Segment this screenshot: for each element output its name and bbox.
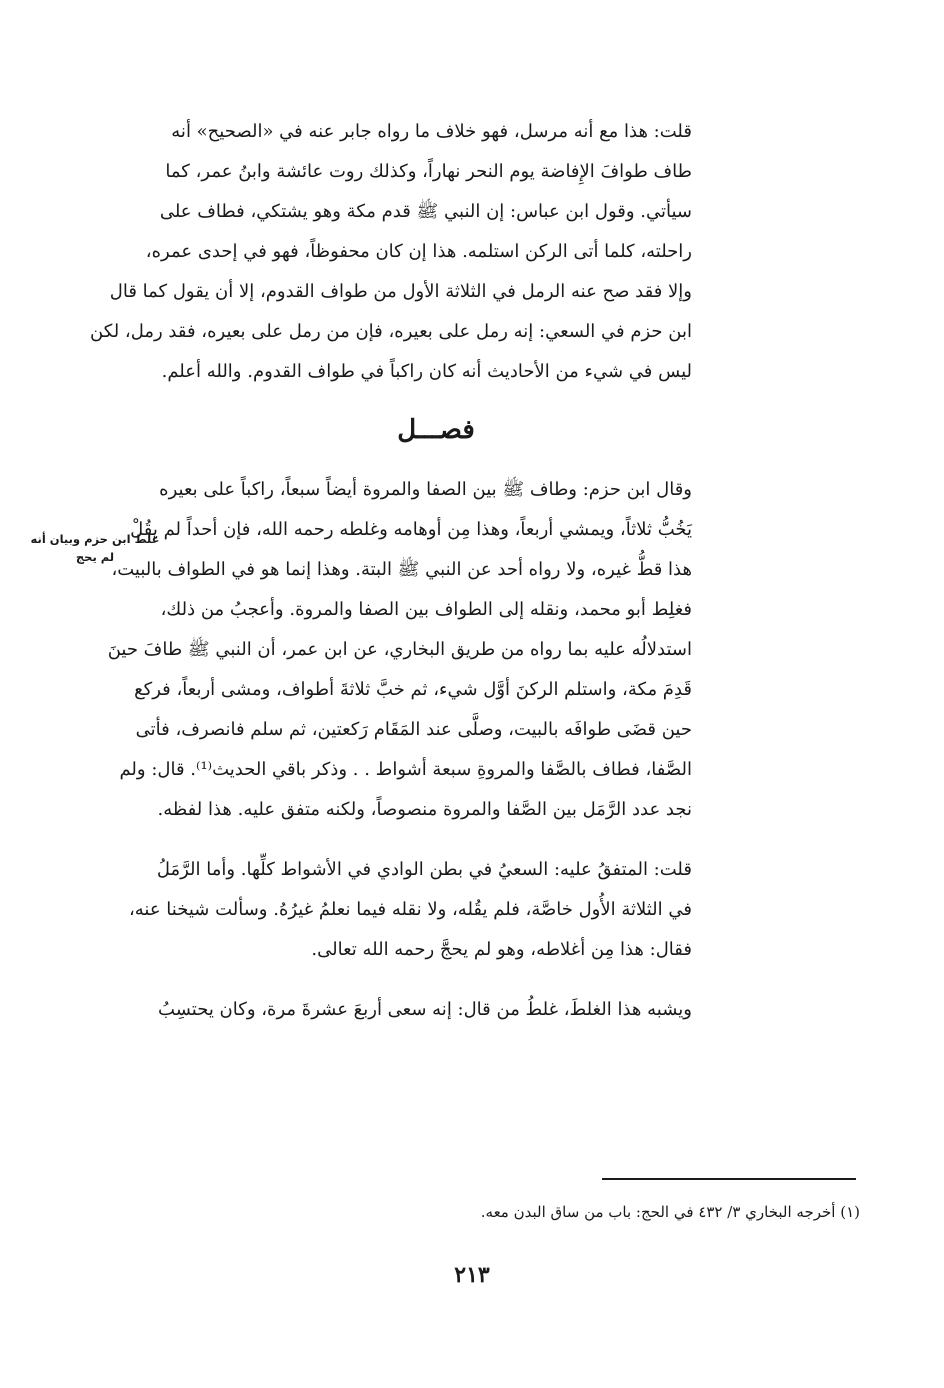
footnote: (١) أخرجه البخاري ٣/ ٤٣٢ في الحج: باب من ساق البدن معه. <box>480 1203 860 1221</box>
margin-note-line: غلط ابن حزم وبيان أنه <box>30 532 160 546</box>
text-line: في الثلاثة الأُول خاصَّة، فلم يقُله، ولا نقله فيما نعلمُ غيرُهُ. وسألت شيخنا عنه، <box>128 899 692 920</box>
text-line: راحلته، كلما أتى الركن استلمه. هذا إن كان محفوظاً، فهو في إحدى عمره، <box>145 241 692 262</box>
text-line: ويشبه هذا الغلطَ، غلطُ من قال: إنه سعى أربعَ عشرةَ مرة، وكان يحتسِبُ <box>158 999 692 1020</box>
paragraph-similar-error <box>158 990 692 1030</box>
paragraph-intro <box>90 112 692 392</box>
text-line: فقال: هذا مِن أغلاطه، وهو لم يحجَّ رحمه الله تعالى. <box>311 939 692 960</box>
text-line: وقال ابن حزم: وطاف ﷺ بين الصفا والمروة أيضاً سبعاً، راكباً على بعيره <box>159 479 692 500</box>
text-line: الصَّفا، فطاف بالصَّفا والمروةِ سبعة أشواط . . وذكر باقي الحديث⁽¹⁾. قال: ولم <box>119 759 692 780</box>
text-line: استدلالُه عليه بما رواه من طريق البخاري، عن ابن عمر، أن النبي ﷺ طافَ حينَ <box>107 639 692 660</box>
text-line: يَخُبُّ ثلاثاً، ويمشي أربعاً، وهذا مِن أوهامه وغلطه رحمه الله، فإن أحداً لم يقُلْ <box>130 519 692 540</box>
paragraph-agreed <box>128 850 692 970</box>
text-line: قَدِمَ مكة، واستلم الركنَ أوَّل شيء، ثم خبَّ ثلاثةَ أطواف، ومشى أربعاً، فركع <box>134 679 692 700</box>
section-heading: فصـــل <box>397 415 475 445</box>
page-number: ٢١٣ <box>454 1262 490 1288</box>
text-line: قلت: المتفقُ عليه: السعيُ في بطن الوادي في الأشواط كلِّها. وأما الرَّمَلُ <box>156 859 692 880</box>
text-line: طاف طوافَ الإِفاضة يوم النحر نهاراً، وكذلك روت عائشة وابنُ عمر، كما <box>165 161 692 182</box>
text-line: حين قضَى طوافَه بالبيت، وصلَّى عند المَقَام رَكعتين، ثم سلم فانصرف، فأتى <box>135 719 692 740</box>
text-line: ابن حزم في السعي: إنه رمل على بعيره، فإن من رمل على بعيره، فقد رمل، لكن <box>90 321 692 342</box>
text-line: فغلِط أبو محمد، ونقله إلى الطواف بين الصفا والمروة. وأعجبُ من ذلك، <box>160 599 692 620</box>
text-line: سيأتي. وقول ابن عباس: إن النبي ﷺ قدم مكة وهو يشتكي، فطاف على <box>159 201 692 222</box>
footnote-divider <box>602 1178 856 1180</box>
text-line: ليس في شيء من الأحاديث أنه كان راكباً في طواف القدوم. والله أعلم. <box>161 361 692 382</box>
margin-note <box>20 530 170 566</box>
margin-note-line: لم يحج <box>75 550 115 564</box>
paragraph-ibn-hazm <box>107 470 692 830</box>
text-line: قلت: هذا مع أنه مرسل، فهو خلاف ما رواه جابر عنه في «الصحيح» أنه <box>171 121 692 142</box>
text-line: نجد عدد الرَّمَل بين الصَّفا والمروة منصوصاً، ولكنه متفق عليه. هذا لفظه. <box>157 799 692 820</box>
text-line: وإلا فقد صح عنه الرمل في الثلاثة الأول من طواف القدوم، إلا أن يقول كما قال <box>109 281 692 302</box>
text-line: هذا قطُّ غيره، ولا رواه أحد عن النبي ﷺ البتة. وهذا إنما هو في الطواف بالبيت، <box>111 559 692 580</box>
